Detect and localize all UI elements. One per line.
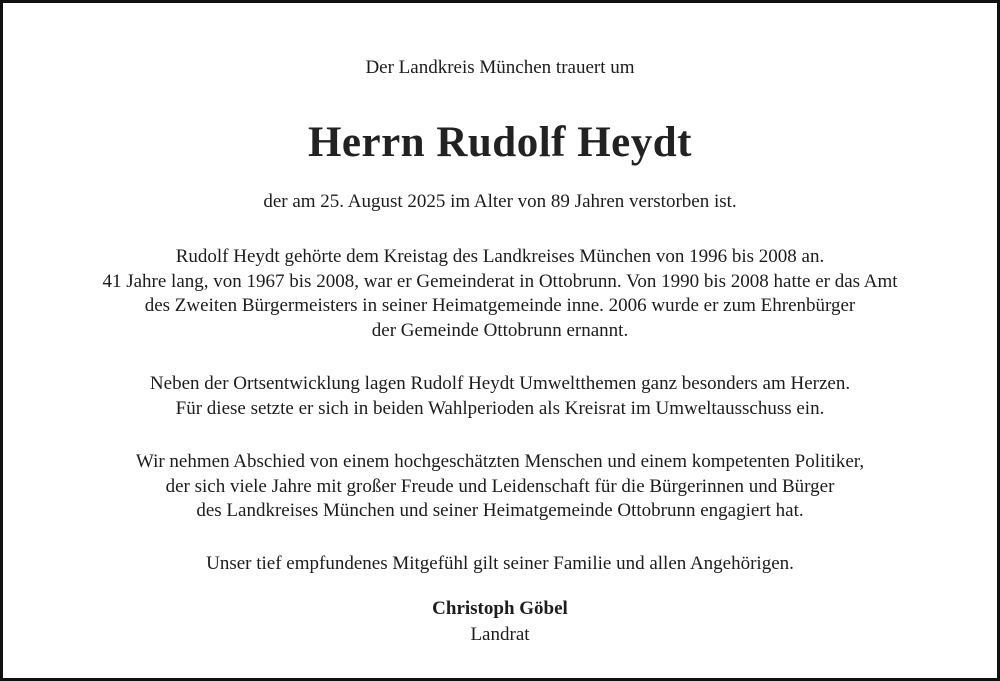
career-paragraph (3, 245, 997, 343)
paragraph-line: Neben der Ortsentwicklung lagen Rudolf Heydt Umweltthemen ganz besonders am Herzen. (149, 373, 851, 394)
paragraph-line: des Zweiten Bürgermeisters in seiner Heimatgemeinde inne. 2006 wurde er zum Ehrenbürger (144, 295, 856, 316)
intro-line: Der Landkreis München trauert um (365, 57, 635, 78)
death-date-line: der am 25. August 2025 im Alter von 89 Jahren verstorben ist. (263, 191, 737, 212)
paragraph-line: der sich viele Jahre mit großer Freude und Leidenschaft für die Bürgerinnen und Bürger (165, 475, 835, 497)
deceased-name: Herrn Rudolf Heydt (307, 119, 693, 166)
paragraph-line: 41 Jahre lang, von 1967 bis 2008, war er Gemeinderat in Ottobrunn. Von 1990 bis 2008 hatte er das Amt (102, 270, 898, 292)
paragraph-line: Für diese setzte er sich in beiden Wahlperioden als Kreisrat im Umweltausschuss ein. (175, 397, 825, 419)
signer-title: Landrat (470, 624, 530, 645)
condolence-line: Unser tief empfundenes Mitgefühl gilt seiner Familie und allen Angehörigen. (206, 553, 794, 574)
paragraph-line: Rudolf Heydt gehörte dem Kreistag des Landkreises München von 1996 bis 2008 an. (175, 246, 825, 267)
farewell-paragraph (3, 450, 997, 524)
paragraph-line: Wir nehmen Abschied von einem hochgeschätzten Menschen und einem kompetenten Politiker, (135, 451, 865, 472)
paragraph-line: der Gemeinde Ottobrunn ernannt. (371, 319, 629, 341)
paragraph-line: des Landkreises München und seiner Heimatgemeinde Ottobrunn engagiert hat. (196, 500, 804, 521)
signer-name: Christoph Göbel (432, 598, 568, 619)
environment-paragraph (3, 372, 997, 421)
